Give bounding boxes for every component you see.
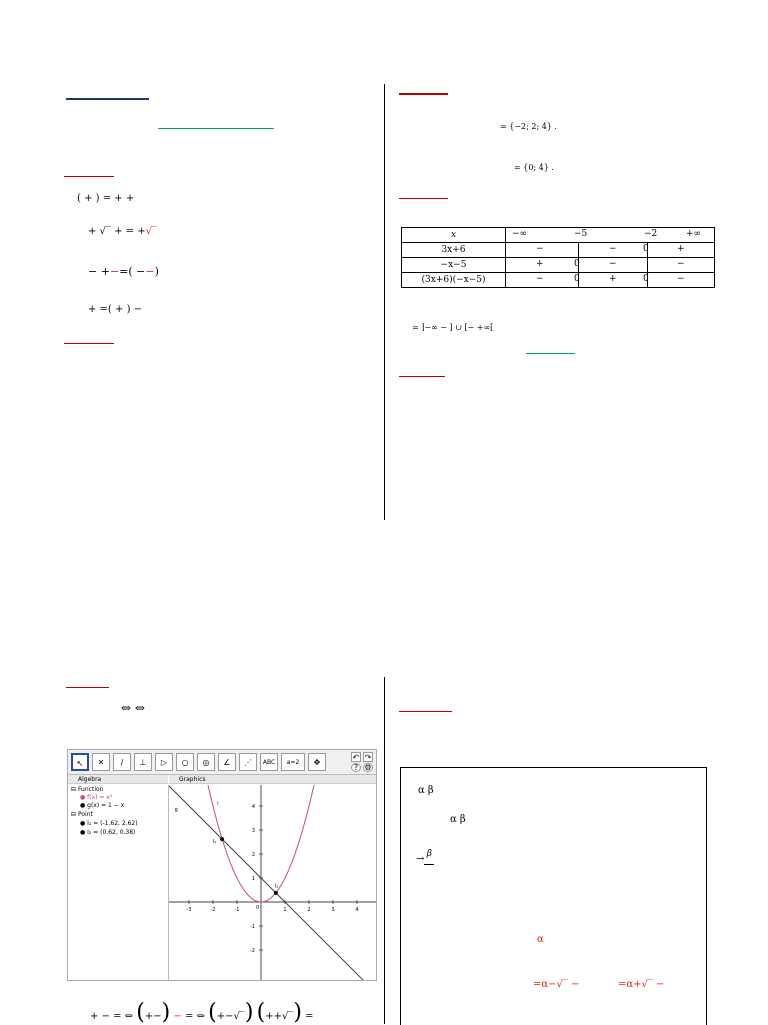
solution-set-1: = {−2; 2; 4} . (500, 122, 557, 131)
polygon-tool-icon[interactable]: ▷ (155, 753, 173, 771)
settings-icon[interactable]: ⚙ (364, 763, 372, 772)
box-eq-right: =α+√‾ − (618, 979, 665, 990)
heading-underline (66, 98, 149, 100)
label-f: f (216, 800, 219, 807)
undo-icon[interactable]: ↶ (352, 753, 360, 762)
i2-definition[interactable]: ● I₂ = (0.62, 0.38) (80, 829, 136, 836)
x-tick-label: -3 (186, 907, 192, 913)
box-alpha: α (537, 934, 544, 945)
geogebra-window (67, 749, 377, 981)
function-plot[interactable] (169, 785, 376, 980)
redo-icon[interactable]: ↷ (364, 753, 372, 762)
algebra-view (68, 785, 169, 980)
section-underline-4 (399, 198, 448, 199)
x-tick-label: 2 (307, 907, 311, 913)
i1-definition[interactable]: ● I₁ = (-1.62, 2.62) (80, 820, 138, 827)
help-icon[interactable]: ? (351, 763, 361, 772)
section-underline-7 (399, 711, 452, 712)
sign-table-header-x: x (402, 228, 506, 243)
sign-row-1: − − 0 + (506, 243, 715, 258)
move-view-tool-icon[interactable]: ✥ (308, 753, 326, 771)
equivalence-line: ⇔ ⇔ (121, 701, 145, 715)
column-divider-top (384, 84, 385, 520)
label-g: g (174, 806, 178, 813)
origin-label: 0 (256, 905, 260, 911)
point-tool-icon[interactable]: ✕ (92, 753, 110, 771)
reflect-tool-icon[interactable]: ⋰ (239, 753, 257, 771)
math-line-1: ( + ) = + + (77, 193, 135, 204)
line-tool-icon[interactable]: / (113, 753, 131, 771)
column-divider-bottom (384, 677, 385, 1024)
ellipse-tool-icon[interactable]: ◎ (197, 753, 215, 771)
sign-row-2: + 0 − − (506, 258, 715, 273)
y-tick-label: 4 (251, 804, 255, 810)
group-function[interactable]: ⊟ Function (71, 786, 104, 793)
solution-interval: = ]−∞ − ] ∪ [− +∞[ (412, 323, 494, 332)
box-line-2: α β (450, 814, 466, 825)
y-tick-label: 3 (251, 828, 255, 834)
box-line-3: → β (416, 850, 434, 868)
algebra-panel-header[interactable]: Algebra (68, 775, 168, 784)
circle-tool-icon[interactable]: ○ (176, 753, 194, 771)
x-tick-label: 1 (283, 907, 287, 913)
section-underline-3 (399, 93, 448, 95)
method-box (400, 767, 707, 1025)
graphics-view[interactable] (169, 785, 376, 980)
section-underline-6 (66, 687, 109, 688)
y-tick-label: 1 (251, 876, 255, 882)
section-underline-1 (64, 176, 114, 177)
label-i1: I₁ (213, 839, 217, 846)
box-line-1: α β (418, 785, 434, 796)
move-tool-icon[interactable]: ↖ (71, 753, 89, 771)
sign-table-header-values: −∞ −5 −2 +∞ (506, 228, 715, 243)
section-underline-2 (64, 343, 114, 344)
curve-f (206, 785, 315, 902)
geogebra-toolbar (68, 750, 376, 775)
sign-row-3: − 0 + 0 − (506, 273, 715, 288)
y-tick-label: -1 (250, 924, 255, 930)
solution-set-2: = {0; 4} . (514, 163, 554, 172)
curve-g (169, 785, 369, 980)
section-underline-5 (399, 376, 445, 377)
perpendicular-tool-icon[interactable]: ⊥ (134, 753, 152, 771)
y-tick-label: -2 (250, 948, 255, 954)
x-tick-label: -1 (234, 907, 240, 913)
y-tick-label: 2 (251, 852, 255, 858)
label-i2: I₂ (274, 883, 279, 890)
angle-tool-icon[interactable]: ∠ (218, 753, 236, 771)
graphics-panel-header[interactable]: Graphics (169, 775, 376, 784)
intersection-point (274, 891, 278, 895)
g-definition[interactable]: ● g(x) = 1 − x (80, 802, 125, 809)
group-point[interactable]: ⊟ Point (71, 811, 93, 818)
bottom-equation: + − = ⇔ (+−) − = ⇔ (+−√‾) (++√‾) = (90, 1000, 314, 1025)
sign-row-label-1: 3x+6 (402, 243, 506, 258)
slider-tool-icon[interactable]: a=2 (281, 753, 305, 771)
x-tick-label: 4 (355, 907, 359, 913)
x-tick-label: -2 (210, 907, 216, 913)
text-tool-icon[interactable]: ABC (260, 753, 278, 771)
math-line-2: + √‾ + = +√‾ (88, 226, 157, 237)
math-line-4: + =( + ) − (88, 304, 143, 315)
math-line-3: − +−=( −−) (88, 265, 159, 278)
intersection-point (220, 837, 224, 841)
link-underline-2 (526, 353, 575, 354)
sign-row-label-2: −x−5 (402, 258, 506, 273)
link-underline (158, 128, 274, 129)
box-eq-left: =α−√‾ − (533, 979, 580, 990)
x-tick-label: 3 (331, 907, 335, 913)
sign-row-label-3: (3x+6)(−x−5) (402, 273, 506, 288)
f-definition[interactable]: ● f(x) = x² (80, 794, 113, 801)
sign-table (401, 227, 715, 288)
